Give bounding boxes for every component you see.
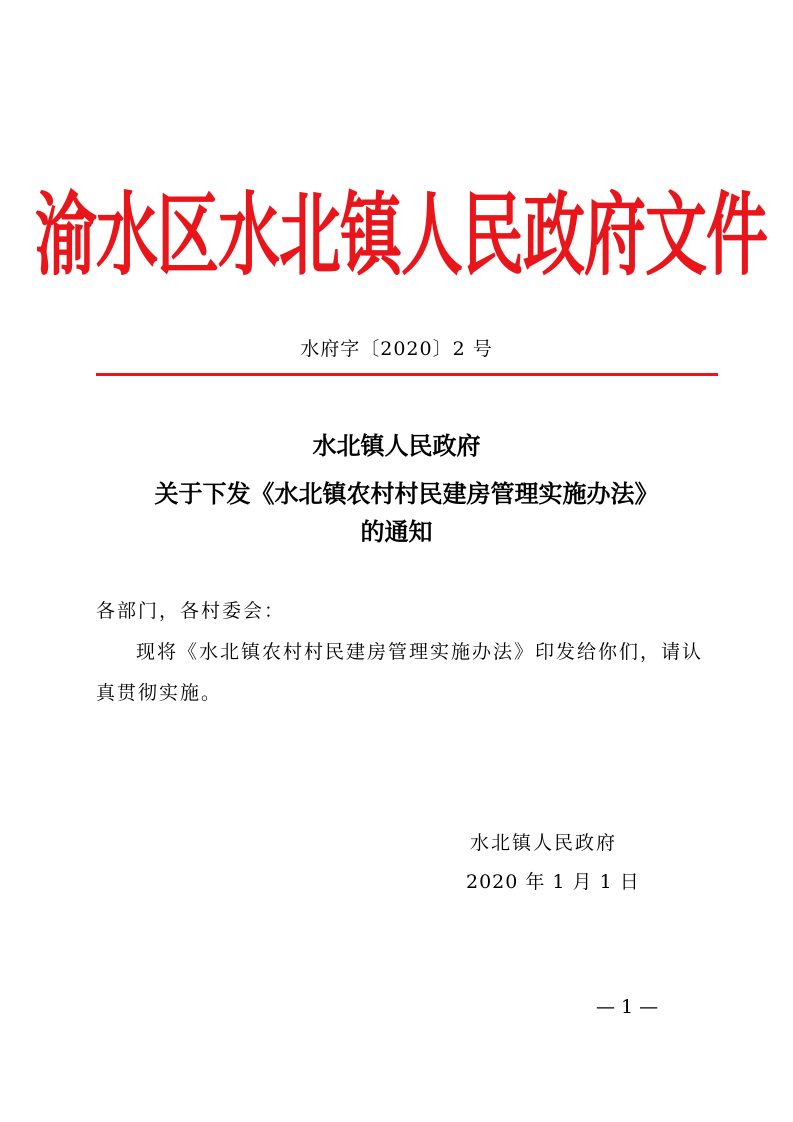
red-divider-line <box>96 373 718 376</box>
signature-organization: 水北镇人民政府 <box>470 832 618 854</box>
salutation: 各部门，各村委会： <box>96 600 286 622</box>
masthead-title: 渝水区水北镇人民政府文件 <box>35 181 768 288</box>
signature-date: 2020 年 1 月 1 日 <box>466 871 640 893</box>
title-line-2: 关于下发《水北镇农村村民建房管理实施办法》 <box>154 480 659 508</box>
document-number: 水府字〔2020〕2 号 <box>300 338 493 360</box>
title-line-3: 的通知 <box>360 518 433 546</box>
page-number: — 1 — <box>596 996 659 1018</box>
body-paragraph-line-2: 真贯彻实施。 <box>96 682 223 704</box>
body-paragraph-line-1: 现将《水北镇农村村民建房管理实施办法》印发给你们，请认 <box>136 641 704 663</box>
title-line-1: 水北镇人民政府 <box>312 432 481 460</box>
